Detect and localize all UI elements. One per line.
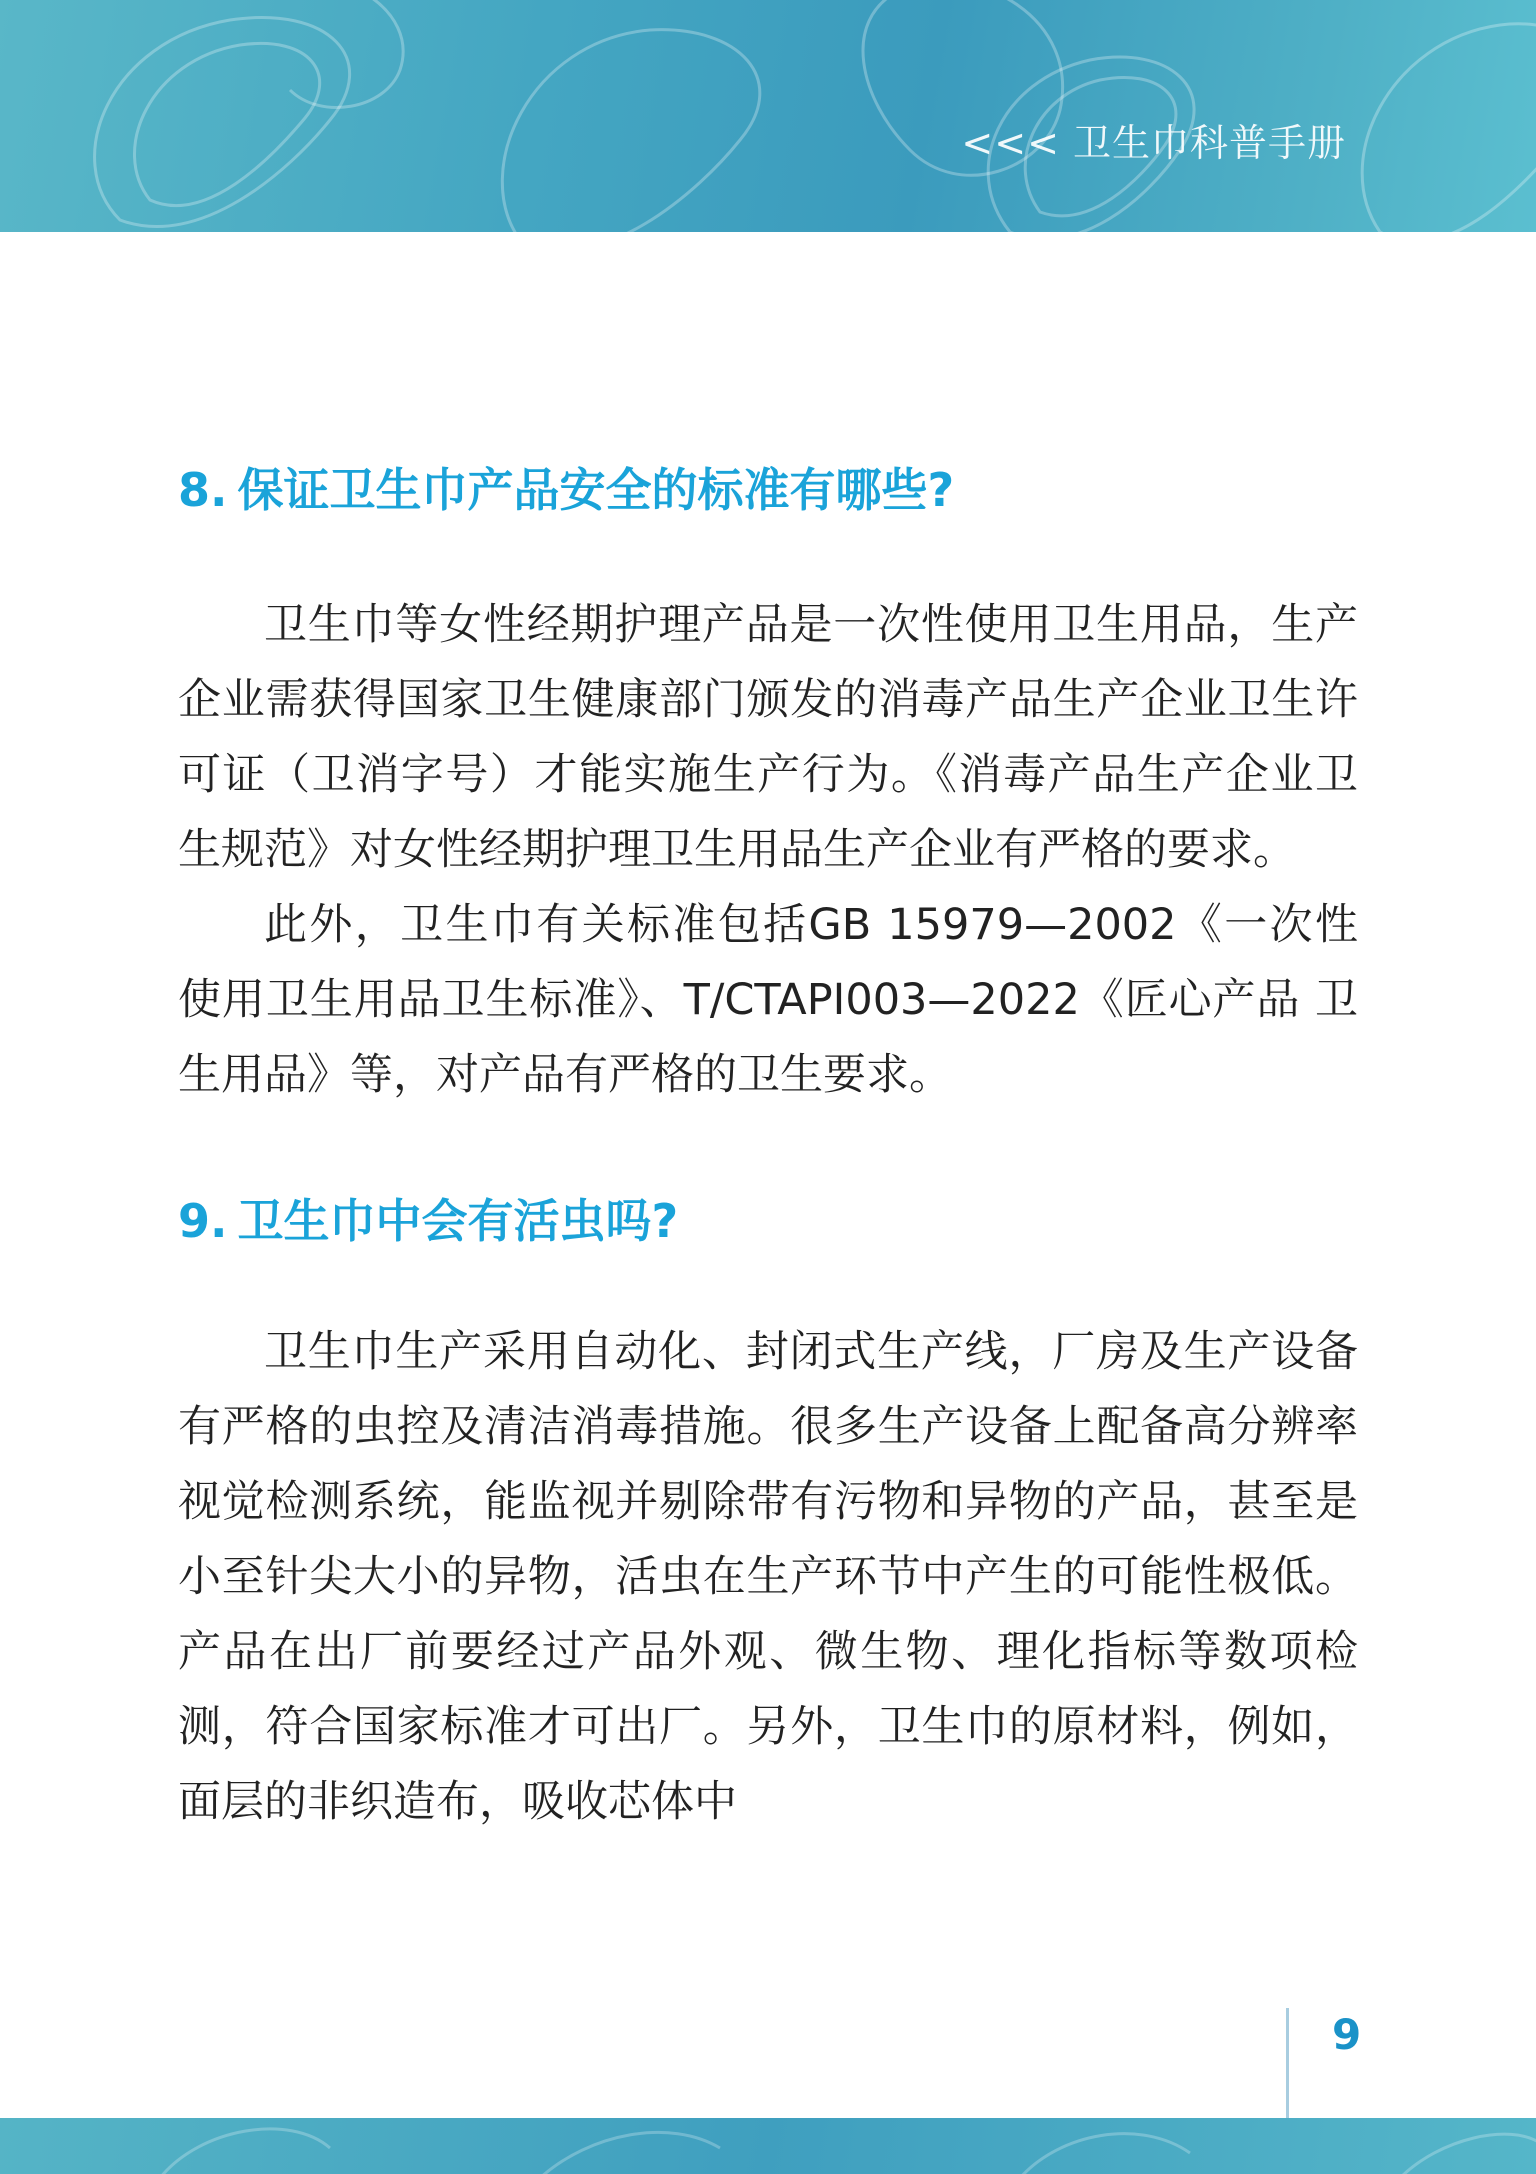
body-paragraph: 卫生巾等女性经期护理产品是一次性使用卫生用品，生产企业需获得国家卫生健康部门颁发的消毒产品生产企业卫生许可证（卫消字号）才能实施生产行为。《消毒产品生产企业卫生规范》对女性经期护理卫生用品生产企业有严格的要求。 [178, 600, 1358, 875]
section-9 [178, 1191, 1358, 1840]
header-banner [0, 0, 1536, 232]
page-content [178, 460, 1358, 1840]
body-paragraph: 此外，卫生巾有关标准包括GB 15979—2002《一次性使用卫生用品卫生标准》、T/CTAPI003—2022《匠心产品 卫生用品》等，对产品有严格的卫生要求。 [178, 900, 1358, 1100]
section-number: 9. [178, 1194, 228, 1248]
sanitary-pad-pattern-icon [0, 2118, 1536, 2174]
section-number: 8. [178, 463, 228, 517]
section-heading [178, 1191, 1358, 1251]
footer-banner [0, 2118, 1536, 2174]
body-paragraph: 卫生巾生产采用自动化、封闭式生产线，厂房及生产设备有严格的虫控及清洁消毒措施。很多生产设备上配备高分辨率视觉检测系统，能监视并剔除带有污物和异物的产品，甚至是小至针尖大小的异物，活虫在生产环节中产生的可能性极低。产品在出厂前要经过产品外观、微生物、理化指标等数项检测，符合国家标准才可出厂。另外，卫生巾的原材料，例如，面层的非织造布，吸收芯体中 [178, 1327, 1358, 1827]
section-title: 卫生巾中会有活虫吗? [237, 1194, 679, 1248]
sanitary-pad-pattern-icon [0, 0, 1536, 232]
section-8 [178, 460, 1358, 1113]
running-title: <<< 卫生巾科普手册 [961, 121, 1346, 165]
page-number-divider [1286, 2008, 1289, 2118]
section-heading [178, 460, 1358, 520]
section-title: 保证卫生巾产品安全的标准有哪些? [237, 463, 955, 517]
page-number: 9 [1332, 2010, 1362, 2059]
